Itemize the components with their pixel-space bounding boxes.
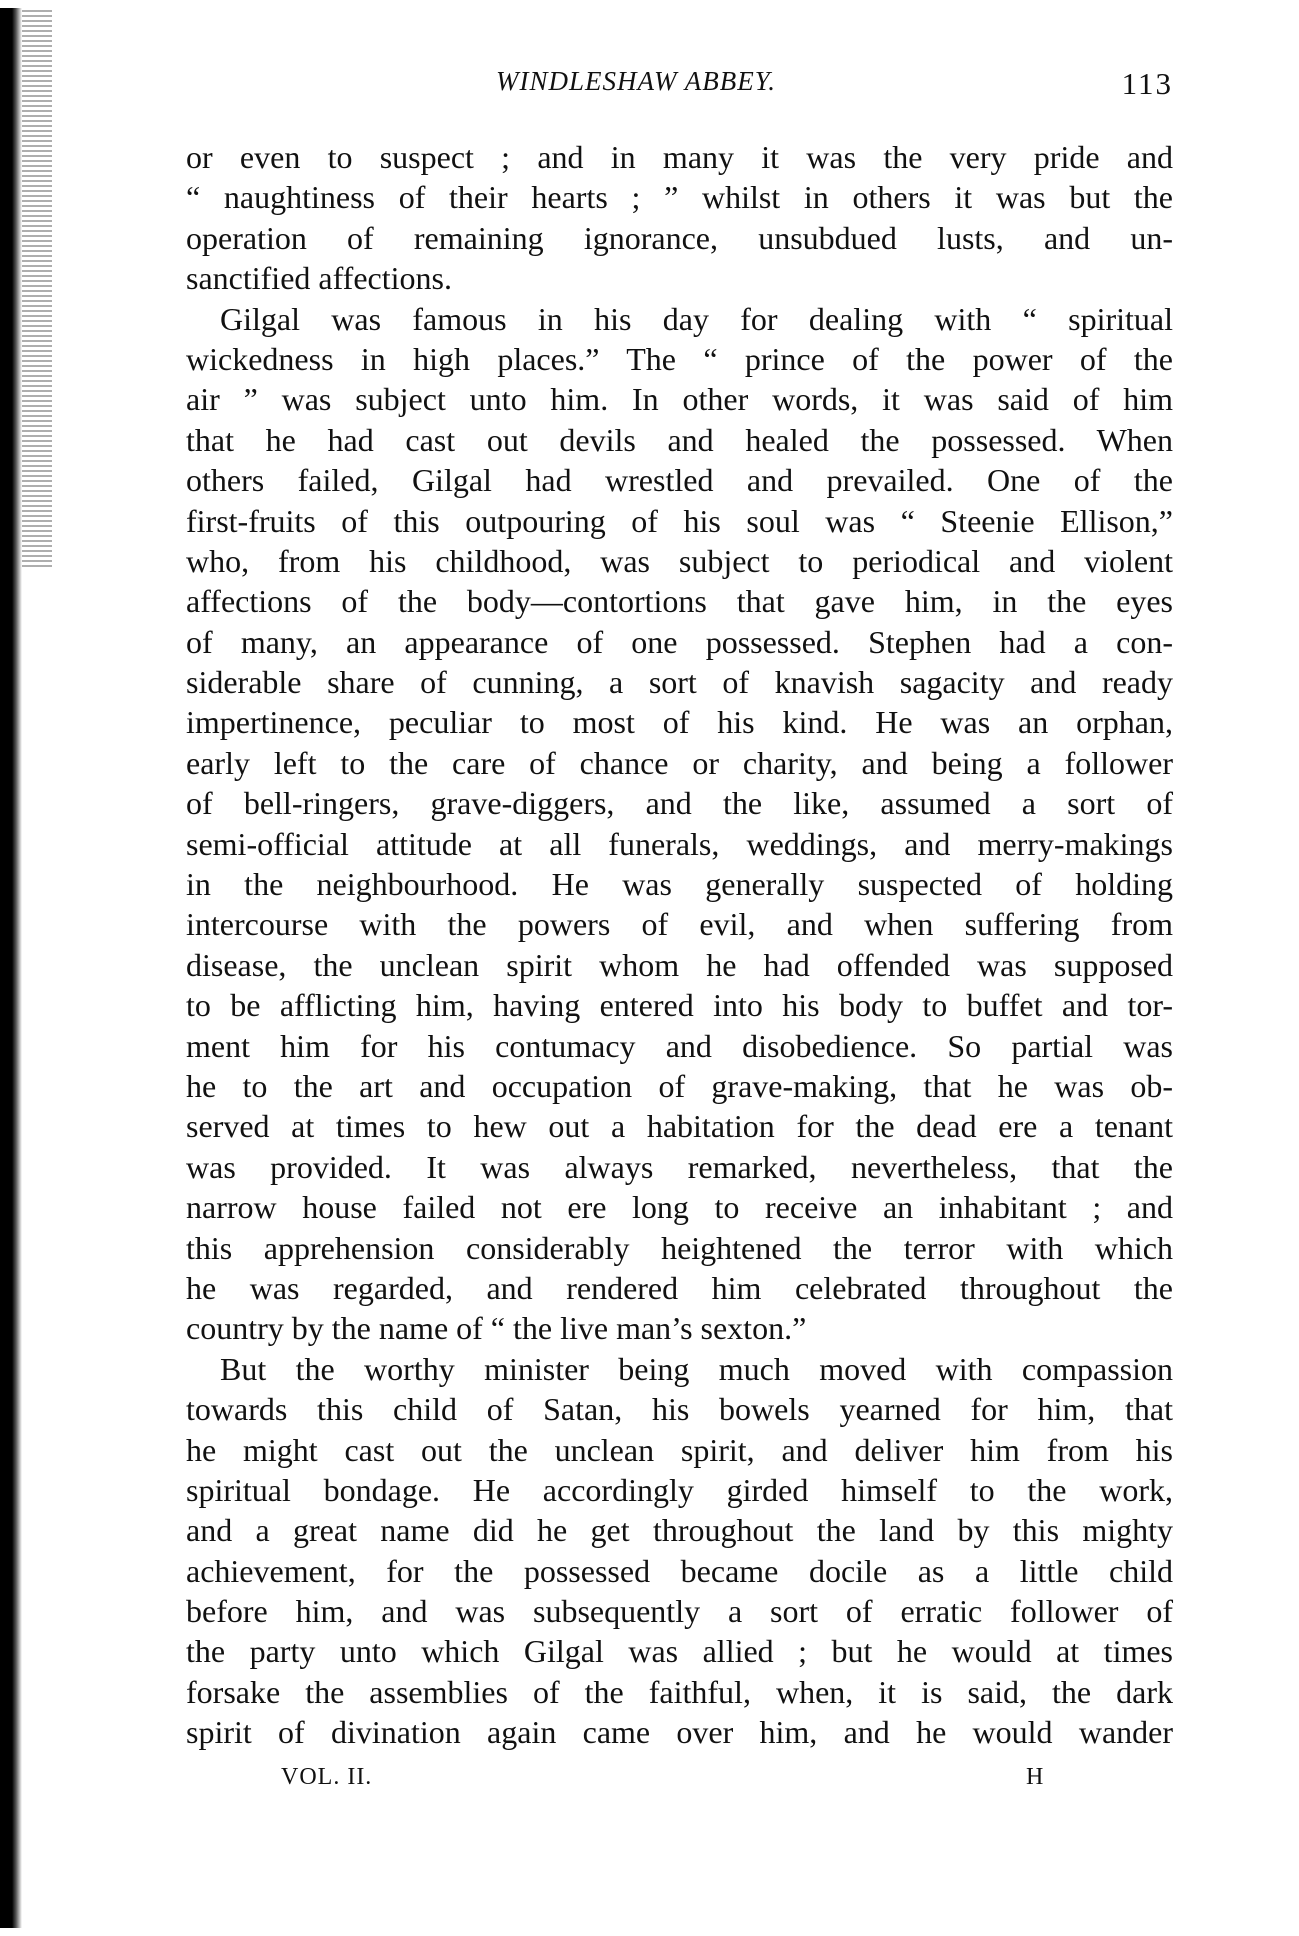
text-line: impertinence, peculiar to most of his kind. He was an orphan, (186, 704, 1173, 741)
text-line: the party unto which Gilgal was allied ; but he would at times (186, 1633, 1173, 1670)
paragraph (186, 1349, 1173, 1753)
text-line: intercourse with the powers of evil, and when suffering from (186, 906, 1173, 943)
text-line: siderable share of cunning, a sort of knavish sagacity and ready (186, 664, 1173, 701)
paragraph (186, 137, 1173, 299)
text-line: this apprehension considerably heightened the terror with which (186, 1229, 1173, 1266)
signature-mark: H (1026, 1764, 1045, 1790)
text-line: achievement, for the possessed became docile as a little child (186, 1552, 1173, 1589)
running-header (186, 66, 1173, 106)
text-line: spiritual bondage. He accordingly girded himself to the work, (186, 1471, 1173, 1508)
text-line: “ naughtiness of their hearts ; ” whilst in others it was but the (186, 179, 1173, 216)
text-line: served at times to hew out a habitation for the dead ere a tenant (186, 1108, 1173, 1145)
text-line: towards this child of Satan, his bowels yearned for him, that (186, 1391, 1173, 1428)
text-line: he was regarded, and rendered him celebrated throughout the (186, 1269, 1173, 1306)
text-line: But the worthy minister being much moved with compassion (220, 1350, 1173, 1387)
text-line: country by the name of “ the live man’s sexton.” (186, 1310, 807, 1347)
text-line: before him, and was subsequently a sort of erratic follower of (186, 1593, 1173, 1630)
text-line: of many, an appearance of one possessed. Stephen had a con- (186, 623, 1173, 660)
text-line: that he had cast out devils and healed the possessed. When (186, 421, 1173, 458)
text-line: or even to suspect ; and in many it was the very pride and (186, 139, 1173, 175)
text-line: sanctified affections. (186, 260, 452, 297)
text-line: disease, the unclean spirit whom he had offended was supposed (186, 946, 1173, 983)
page-number: 113 (1121, 66, 1173, 101)
volume-label: VOL. II. (281, 1764, 373, 1790)
text-line: of bell-ringers, grave-diggers, and the like, assumed a sort of (186, 785, 1173, 822)
text-line: was provided. It was always remarked, nevertheless, that the (186, 1148, 1173, 1185)
text-line: who, from his childhood, was subject to periodical and violent (186, 542, 1173, 579)
page-body-text (186, 137, 1173, 1753)
text-line: to be afflicting him, having entered into his body to buffet and tor- (186, 987, 1173, 1024)
text-line: semi-official attitude at all funerals, weddings, and merry-makings (186, 825, 1173, 862)
book-spine-edge (0, 8, 22, 1928)
text-line: spirit of divination again came over him, and he would wander (186, 1714, 1173, 1751)
text-line: wickedness in high places.” The “ prince of the power of the (186, 340, 1173, 377)
text-line: first-fruits of this outpouring of his soul was “ Steenie Ellison,” (186, 502, 1173, 539)
text-line: he to the art and occupation of grave-making, that he was ob- (186, 1067, 1173, 1104)
paragraph (186, 299, 1173, 1349)
text-line: and a great name did he get throughout the land by this mighty (186, 1512, 1173, 1549)
text-line: operation of remaining ignorance, unsubdued lusts, and un- (186, 219, 1173, 256)
text-line: others failed, Gilgal had wrestled and prevailed. One of the (186, 462, 1173, 499)
text-line: in the neighbourhood. He was generally suspected of holding (186, 866, 1173, 903)
text-line: Gilgal was famous in his day for dealing with “ spiritual (220, 300, 1173, 337)
running-title: WINDLESHAW ABBEY. (496, 66, 776, 96)
page-edge-shadow (22, 10, 52, 570)
text-line: ment him for his contumacy and disobedience. So partial was (186, 1027, 1173, 1064)
text-line: narrow house failed not ere long to receive an inhabitant ; and (186, 1189, 1173, 1226)
text-line: he might cast out the unclean spirit, and deliver him from his (186, 1431, 1173, 1468)
text-line: early left to the care of chance or charity, and being a follower (186, 744, 1173, 781)
text-line: air ” was subject unto him. In other words, it was said of him (186, 381, 1173, 418)
text-line: affections of the body—contortions that gave him, in the eyes (186, 583, 1173, 620)
text-line: forsake the assemblies of the faithful, when, it is said, the dark (186, 1673, 1173, 1710)
